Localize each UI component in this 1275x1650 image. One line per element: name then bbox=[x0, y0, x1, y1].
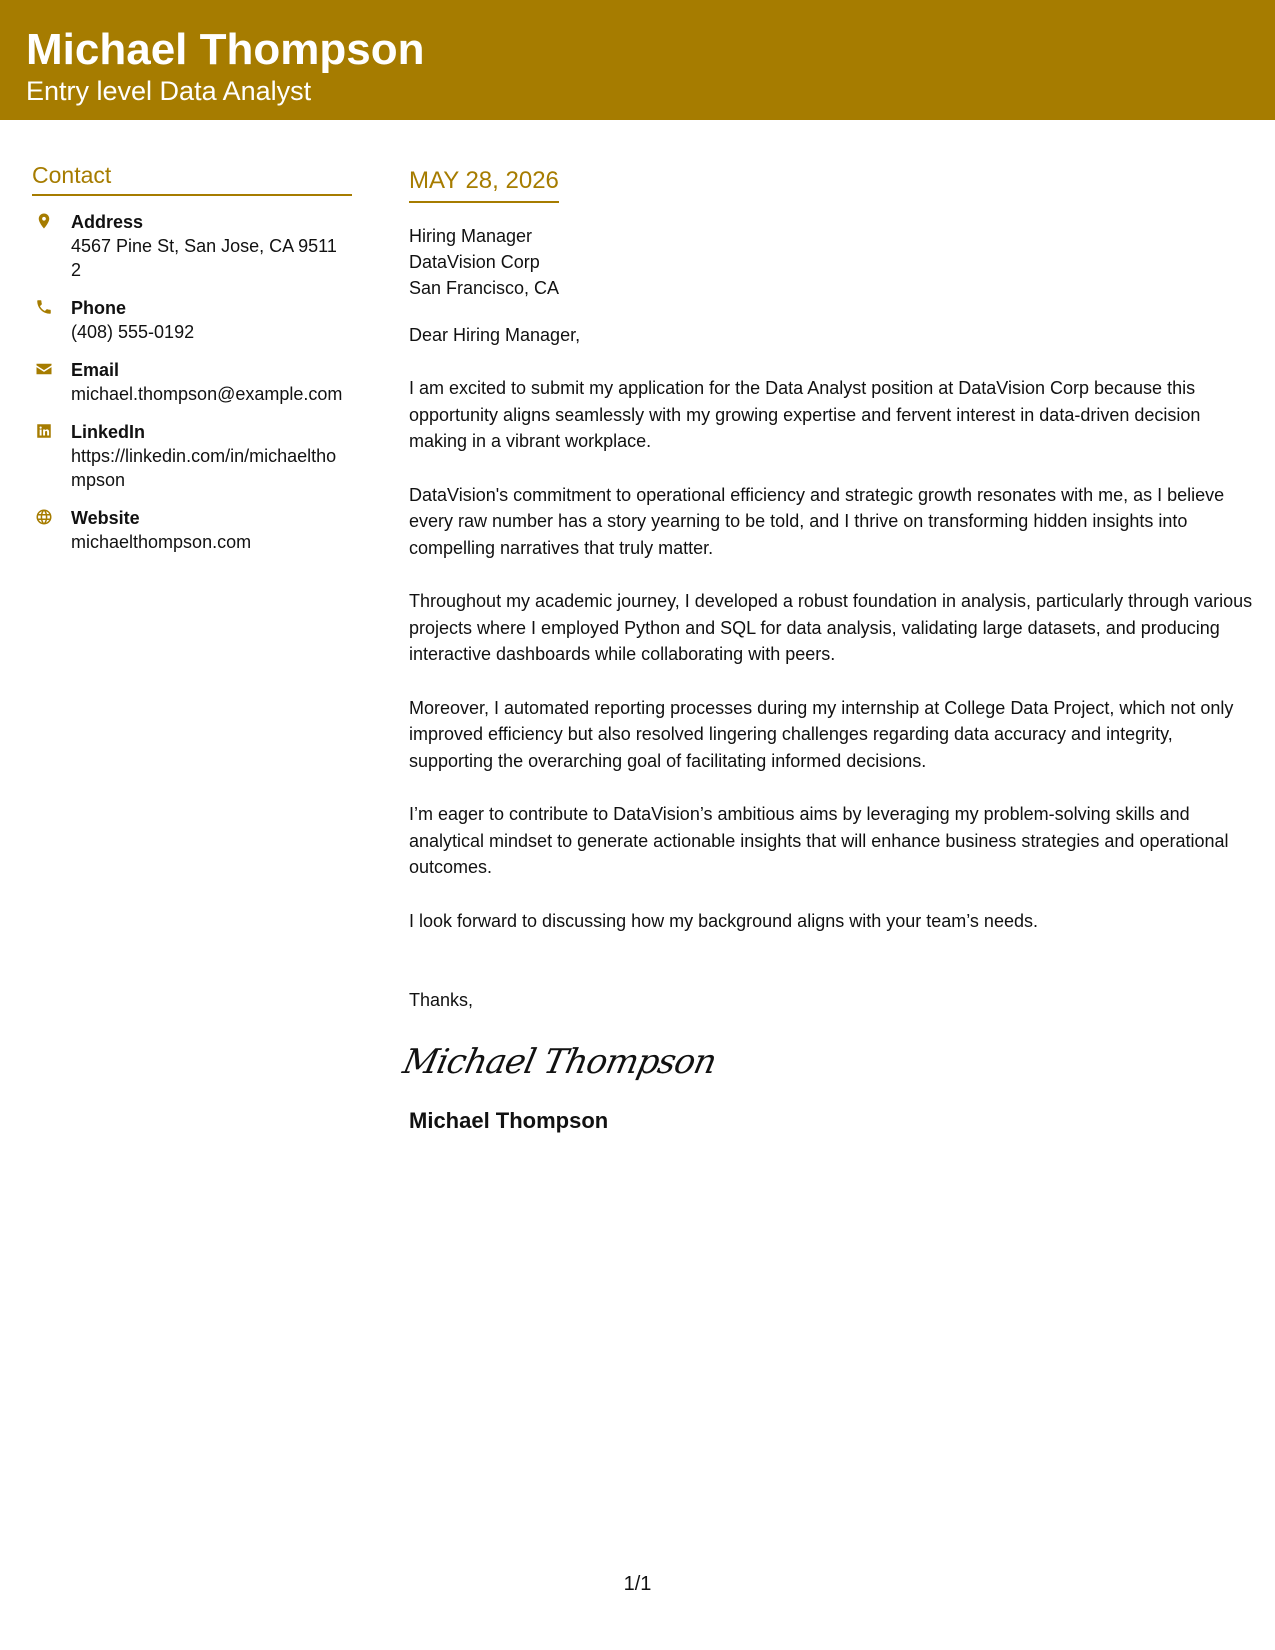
contact-sidebar bbox=[32, 160, 352, 554]
letter-paragraph: I’m eager to contribute to DataVision’s ambitious aims by leveraging my problem-solving skills and analytical mindset to generate actionable insights that will enhance business strategies and operational outcomes. bbox=[409, 804, 1229, 877]
contact-phone bbox=[32, 296, 352, 344]
contact-value: michael.thompson@example.com bbox=[71, 384, 343, 404]
applicant-role: Entry level Data Analyst bbox=[26, 76, 312, 106]
signed-name: Michael Thompson bbox=[409, 1108, 609, 1133]
letter-paragraph: I am excited to submit my application for the Data Analyst position at DataVision Corp because this opportunity aligns seamlessly with my growing expertise and fervent interest in data-driven decision making in a vibrant workplace. bbox=[409, 378, 1201, 451]
contact-label: Website bbox=[71, 508, 140, 528]
recipient-line: San Francisco, CA bbox=[409, 278, 560, 298]
contact-label: LinkedIn bbox=[71, 422, 146, 442]
envelope-icon bbox=[34, 358, 54, 380]
closing: Thanks, bbox=[409, 990, 474, 1010]
contact-email bbox=[32, 358, 352, 406]
contact-label: Address bbox=[71, 212, 144, 232]
map-pin-icon bbox=[34, 210, 54, 232]
letter-body bbox=[399, 165, 1255, 1135]
letter-paragraph: Moreover, I automated reporting processes during my internship at College Data Project, which not only improved efficiency but also resolved lingering challenges regarding data accuracy and integrity, supporting the overarching goal of facilitating informed decisions. bbox=[409, 697, 1234, 771]
header-banner bbox=[0, 0, 1275, 120]
letter-date: MAY 28, 2026 bbox=[409, 165, 559, 203]
contact-heading: Contact bbox=[32, 160, 352, 196]
contact-value: https://linkedin.com/in/michaelthompson bbox=[71, 446, 337, 490]
contact-linkedin bbox=[32, 420, 352, 492]
page-number: 1/1 bbox=[623, 1573, 652, 1595]
phone-icon bbox=[34, 296, 54, 318]
letter-paragraph: Throughout my academic journey, I developed a robust foundation in analysis, particularly through various projects where I employed Python and SQL for data analysis, validating large datasets, and producing interactive dashboards while collaborating with peers. bbox=[409, 591, 1253, 664]
recipient-line: DataVision Corp bbox=[409, 252, 540, 272]
contact-label: Phone bbox=[71, 298, 127, 318]
signature-script: Michael Thompson bbox=[399, 1042, 720, 1082]
globe-icon bbox=[34, 506, 54, 528]
contact-value: 4567 Pine St, San Jose, CA 95112 bbox=[71, 236, 337, 280]
contact-label: Email bbox=[71, 360, 120, 380]
contact-address bbox=[32, 210, 352, 282]
recipient-block bbox=[409, 223, 1255, 301]
contact-value: (408) 555-0192 bbox=[71, 322, 195, 342]
signature-image bbox=[399, 1037, 720, 1087]
contact-value: michaelthompson.com bbox=[71, 532, 252, 552]
recipient-line: Hiring Manager bbox=[409, 226, 533, 246]
linkedin-icon bbox=[34, 420, 54, 442]
letter-paragraph: DataVision's commitment to operational efficiency and strategic growth resonates with me, as I believe every raw number has a story yearning to be told, and I thrive on transforming hidden insights into compelling narratives that truly matter. bbox=[409, 484, 1225, 558]
salutation: Dear Hiring Manager, bbox=[409, 325, 581, 345]
applicant-name: Michael Thompson bbox=[26, 25, 425, 74]
letter-paragraph: I look forward to discussing how my background aligns with your team’s needs. bbox=[409, 910, 1038, 931]
contact-website bbox=[32, 506, 352, 554]
